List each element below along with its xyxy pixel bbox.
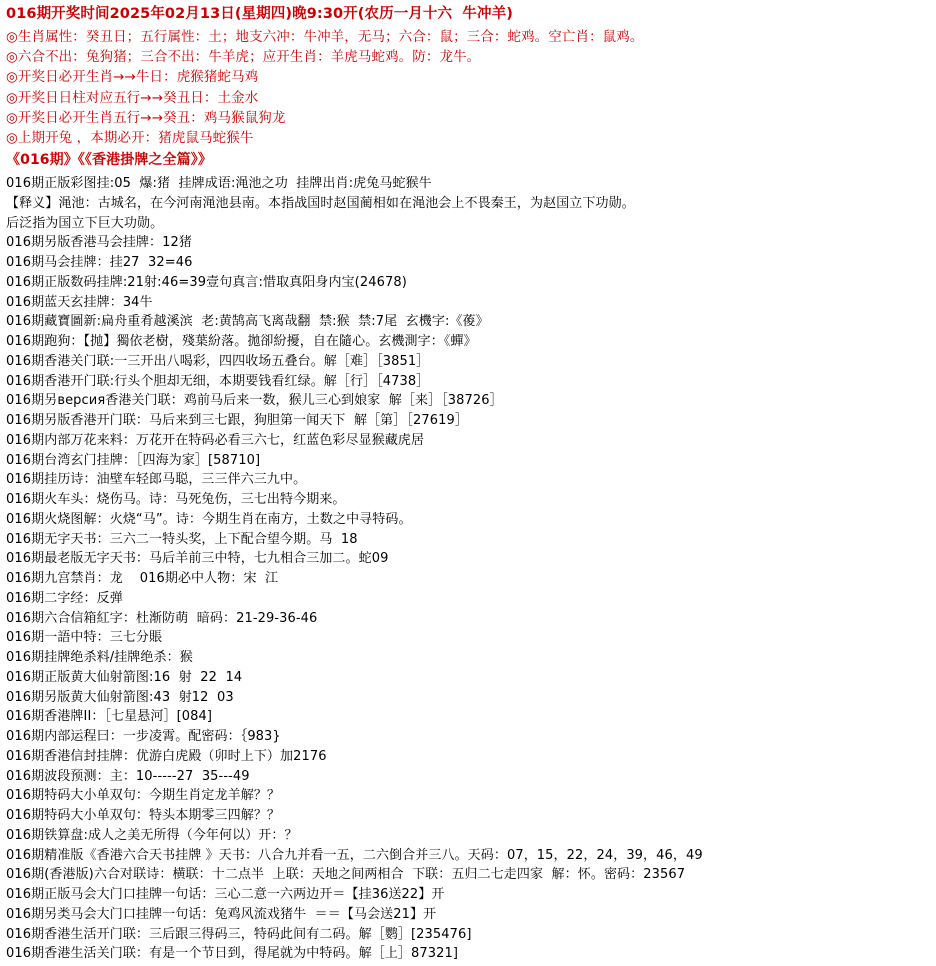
list-item: 016期六合信箱紅字：杜渐防萌 暗码：21-29-36-46 [6,610,318,626]
list-item: 016期特码大小单双句：特头本期零三四解？？ [6,808,281,824]
list-item: 016期最老版无字天书：马后羊前三中特，七九相合三加二。蛇09 [6,551,389,567]
meta-line: ◎六合不出：兔狗猪；三合不出：牛羊虎；应开生肖：羊虎马蛇鸡。防：龙牛。 [6,49,481,65]
list-item: 016期正版黄大仙射箭图:16 射 22 14 [6,669,243,685]
meta-line: ◎开奖日必开生肖→→牛日：虎猴猪蛇马鸡 [6,69,259,86]
list-item: 016期火烧图解：火烧“马”。诗：今期生肖在南方，土数之中寻特码。 [6,511,412,527]
forecast-list [6,174,930,964]
list-item: 016期藏寶圖新:扁舟重肴越溪滨 老:黄鹄高飞离哉翻 禁:猴 禁:7尾 玄機字:《葰》 [6,314,489,330]
list-item: 016期香港关门联:一三开出八喝彩，四四收场五叠台。解［难］［3851］ [6,353,430,369]
list-item: 016期另版香港马会挂牌：12猪 [6,235,192,251]
list-item: 016期另版香港开门联：马后来到三七跟，狗胆第一闻天下 解［第］［27619］ [6,413,468,429]
list-item: 016期香港牌II：［七星悬河］[084] [6,709,213,725]
list-item: 016期无字天书：三六二一特头奖，上下配合望今期。马 18 [6,531,358,547]
list-item: 016期火车头：烧伤马。诗：马死兔伤，三七出特今期来。 [6,492,346,508]
list-item: 016期挂牌绝杀料/挂牌绝杀：猴 [6,650,193,666]
list-item: 016期另类马会大门口挂牌一句话：兔鸡风流戏猪牛 ＝＝【马会送21】开 [6,906,437,922]
meta-line: ◎开奖日必开生肖五行→→癸丑：鸡马猴鼠狗龙 [6,109,286,126]
list-item: 016期蓝天玄挂牌：34牛 [6,294,153,310]
list-item: 016期马会挂牌：挂27 32=46 [6,255,193,271]
section-title: 《016期》《《香港掛牌之全篇》》 [6,152,212,169]
list-item: 016期另версия香港关门联：鸡前马后来一数，猴儿三心到娘家 解［来］［38726］ [6,393,503,409]
list-item: 016期正版彩图挂:05 爆:猪 挂牌成语:渑池之功 挂牌出肖:虎兔马蛇猴牛 [6,176,432,192]
list-item: 016期正版数码挂牌:21射:46=39壹句真言:惜取真阳身内宝(24678) [6,274,407,290]
list-item: 016期内部运程曰：一步凌霄。配密码：｛983} [6,729,281,745]
list-item: 016期挂历诗：油壁车轻郎马聪，三三伴六三九中。 [6,472,307,488]
list-item: 016期香港信封挂牌：优游白虎殿（卯时上下）加2176 [6,748,327,764]
list-item: 016期正版马会大门口挂牌一句话：三心二意一六两边开＝【挂36送22】开 [6,887,445,903]
list-item: 016期香港生活开门联：三后跟三得码三，特码此间有二码。解［鹦］[235476] [6,926,472,942]
meta-line: ◎开奖日日柱对应五行→→癸丑日：土金水 [6,89,259,106]
meta-line: ◎上期开兔 ，本期必开：猪虎鼠马蛇猴牛 [6,130,254,146]
list-item: 016期铁算盘:成人之美无所得（今年何以）开：？ [6,827,298,843]
list-item: 016期香港开门联:行头个胆却无细，本期要钱看红绿。解［行］［4738］ [6,373,430,389]
list-item: 016期另版黄大仙射箭图:43 射12 03 [6,689,234,705]
list-item: 016期波段预测：主：10-----27 35---49 [6,768,250,784]
list-item: 016期跑狗：【抛】獨依老樹，殘葉紛落。拋卻紛擾，自在隨心。玄機測字：《蟬》 [6,334,477,350]
list-item: 016期一語中特：三七分賬 [6,630,163,646]
list-item: 016期九宫禁肖：龙 016期必中人物：宋 江 [6,571,279,587]
list-item: 016期香港生活关门联：有是一个节日到，得尾就为中特码。解［上］87321] [6,946,459,962]
list-item: 016期二字经：反弹 [6,590,123,606]
list-item: 016期特码大小单双句：今期生肖定龙羊解？？ [6,788,281,804]
meta-line: ◎生肖属性：癸丑日；五行属性：土；地支六冲：牛冲羊，无马；六合：鼠；三合：蛇鸡。空亡肖：鼠鸡。 [6,28,644,45]
list-item: 后泛指为国立下巨大功勋。 [6,215,164,231]
list-item: 016期内部万花来料：万花开在特码必看三六七，红蓝色彩尽显猴藏虎居 [6,432,425,448]
list-item: 016期(香港版)六合对联诗：横联：十二点半 上联：天地之间两相合 下联：五归二七走四家 解：怀。密码：23567 [6,867,686,883]
list-item: 【释义】渑池：古城名，在今河南渑池县南。本指战国时赵国蔺相如在渑池会上不畏秦王，为赵国立下功勋。 [6,195,635,211]
zodiac-attributes-block [6,27,930,149]
list-item: 016期台湾玄门挂牌：［四海为家］[58710] [6,452,261,468]
page-title: 016期开奖时间2025年02月13日(星期四)晚9:30开(农历一月十六 牛冲羊) [6,6,513,22]
list-item: 016期精准版《香港六合天书挂牌 》天书：八合九并看一五，二六倒合并三八。天码：07，15，22，24，39，46，49 [6,847,703,863]
